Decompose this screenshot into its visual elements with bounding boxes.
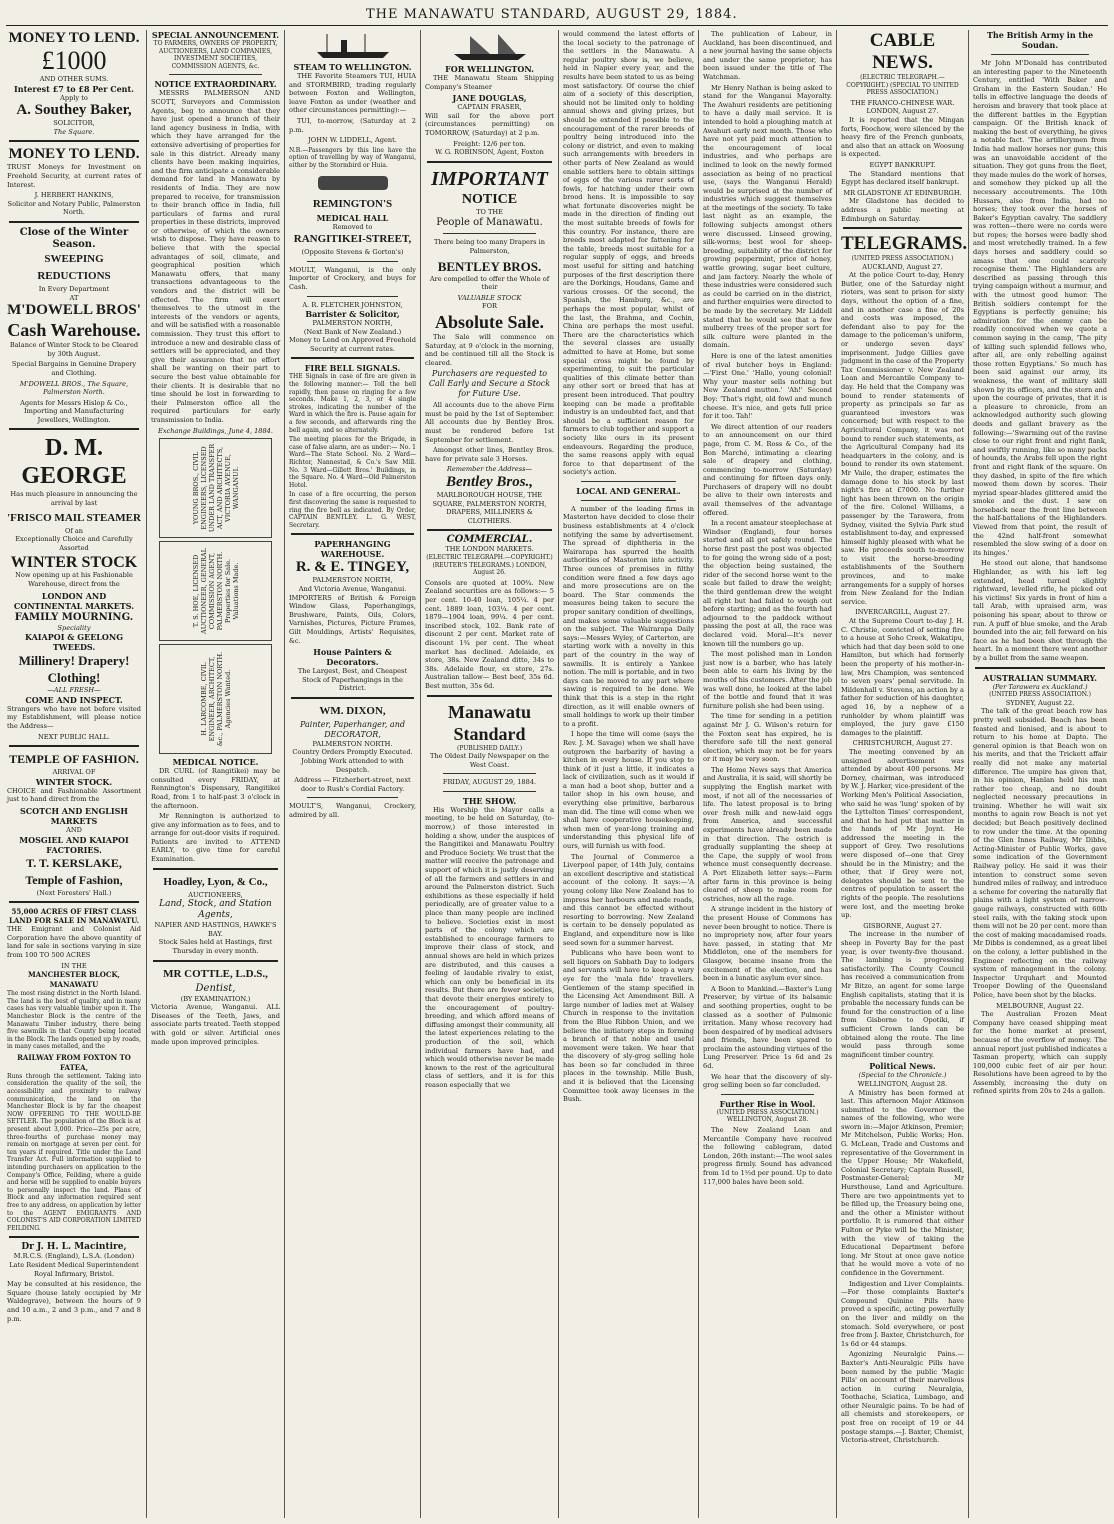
ad-heading: Cash Warehouse.	[7, 320, 141, 341]
ad-heading: 'FRISCO MAIL STEAMER	[7, 511, 141, 524]
dateline: AUCKLAND, August 27.	[862, 262, 943, 271]
ad-name: A. R. FLETCHER JOHNSTON,	[302, 300, 403, 309]
ad-text: Money to Lend on Approved Freehold Security at current rates.	[289, 336, 416, 353]
column-rule	[698, 30, 699, 1518]
ad-text: MARLBOROUGH HOUSE, THE SQUARE, PALMERSTON NORTH, DRAPERS, MILLINERS & CLOTHIERS.	[432, 491, 547, 525]
ad-text: Strangers who have not before visited my Establishment, will please notice the Address—	[7, 704, 141, 730]
ad-amount: £1000	[41, 46, 107, 75]
article-text: Indigestion and Liver Complaints.—For those complaints Baxter's Compound Quinine Pills have proved a specific, acting powerfully on the liver and mildly on the stomach. Sold everywhere, or post free from J. Baxter, Christchurch, for 1s 6d or 44 stamps.	[841, 1279, 965, 1348]
ad-text: THE Manawatu Steam Shipping Company's Steamer	[425, 74, 554, 91]
article-text: Publicans who have been wont to sell liquors on Sabbath Day to lodgers and servants will have to keep a wary eye for the 'mala fide' travellers. Gentlemen of the stamp specified in the Licensing Act Amendment Bill. A large number of ladies met at Walsey Church in response to the invitation from the Blue Ribbon Union, and we believe the initiatory steps in forming a branch of that noble and useful movement were taken. We hear that the discovery of sly-grog selling hole has been so far concluded in three places in the township. Mille Bush, and it is believed that the Licensing Committee took away licenses in the Bush.	[563, 949, 694, 1104]
ad-text: M.R.C.S. (England), L.S.A. (London)	[13, 1252, 135, 1261]
dateline: INVERCARGILL, August 27.	[855, 608, 950, 617]
dateline: WELLINGTON, August 28.	[857, 1079, 948, 1088]
column-5	[560, 30, 697, 1518]
ad-rate: Interest £7 to £8 Per Cent.	[14, 83, 134, 94]
ad-text: (PUBLISHED DAILY.)	[456, 744, 523, 752]
ad-text: PALMERSTON NORTH,	[312, 576, 393, 585]
ad-heading: SPECIAL ANNOUNCEMENT.	[151, 30, 280, 40]
ad-text: AUCTIONEERS,	[188, 890, 243, 899]
ad-text: Will sail for the above port (circumstances permitting) on TOMORROW, (Saturday) at 2 p.m.	[425, 111, 554, 137]
article-text: At the police Court to-day, Henry Butler, one of the Saturday night rioters, was sent to prison for sixty days, without the option of a fine, and in another case a fine of 20s and costs was imposed, the defendant also to pay for the damage to the policeman's uniform, or undergo seven days' imprisonment. Judge Gillies gave judgment in the case of the Property Tax Commissioner v. New Zealand Loan and Mercantile Company to-day. He held that the Company was bound to render statements of property as principals so far as guaranteed investors was concerned; but with respect to the Agricultural Company, it was not bound to render such statements, as the Agricultural Company had its headquarters in the colony, and is bound to render its own statement. Mr Vaile, the draper, estimates the damage done to his stock by last night's fire at £7000. No further light has been thrown on the origin of the fire. Colonel Williams, a passenger by the Tarawera, from Sydney, visited the Sylvia Park stud establishment to-day, and expressed himself highly pleased with what he saw. He proceeds south to-morrow to visit the horse-breeding establishments of the Southern provinces, and to make arrangements for a supply of horses from New Zealand for the Indian service.	[841, 271, 964, 606]
ad-heading: COME AND INSPECT.	[25, 694, 123, 705]
article-text: The Standard mentions that Egypt has declared itself bankrupt.	[841, 169, 964, 187]
ad-text: Country Orders Promptly Executed. Jobbing Work attended to with Despatch.	[292, 748, 413, 774]
ad-text: T. S. HOE, LICENSED AUCTIONEER, GENERAL COMMISSION AGENT, PALMERSTON NORTH. Properties for Sale. Valuations Made.	[191, 548, 240, 635]
article-text: The New Zealand Loan and Mercantile Company have received the following cablegram, dated London, 26th instant:—The wool sales progress firmly. Sound has advanced from 1d to 1½d per pound. Up to date 117,000 bales have been sold.	[703, 1126, 832, 1186]
ad-text: THE Emigrant and Colonist Aid Corporation have the above quantity of land for sale in sections varying in size from 100 TO 500 ACRES	[7, 925, 141, 959]
ad-heading: JANE DOUGLAS,	[452, 93, 527, 104]
ad-text: YOUNG BROS., CIVIL ENGINEERS, LICENSED UNDER LAND TRANSFER ACT, AND ARCHITECTS, VICTORIA AVENUE, WANGANUI.	[191, 443, 240, 533]
ad-heading: MR COTTLE, L.D.S.,	[163, 967, 268, 980]
ad-text: People of Manawatu.	[436, 217, 543, 229]
ad-text: SOLICITOR,	[53, 119, 95, 128]
ad-heading: Millinery! Drapery! Clothing!	[18, 653, 130, 686]
nameplate: Manawatu Standard	[447, 701, 531, 744]
ad-text: All accounts due to the above Firm must be paid by the 1st of September. All accounts due by Bentley Bros. must be rendered before 1st September for settlement.	[425, 401, 554, 444]
issue-date: FRIDAY, AUGUST 29, 1884.	[442, 778, 537, 787]
ad-text: Special Bargains in Genuine Drapery and Clothing.	[11, 360, 137, 377]
ad-text: TO THE	[476, 207, 503, 216]
ad-text: M'DOWELL BROS., The Square, Palmerston North.	[19, 379, 129, 397]
article-text: The time for sending in a petition against Mr J. G. Wilson's return for the Foxton seat has expired, he is therefore safe till the next general election, which may not be for years or it may be very soon.	[703, 712, 832, 764]
ad-heading: MOSGIEL AND KAIAPOI FACTORIES.	[19, 834, 129, 855]
ad-text: Runs through the settlement. Taking into consideration the quality of the soil, the accessibility and proximity to railway communication, the land on the Manchester Block is by far the cheapest NOW OFFERING TO THE WOULD-BE SETTLER. The population of the Block is at present about 3,000. Price—25s per acre, three-fourths of purchase money may remain on mortgage at seven per cent. for ten years if required. Title under the Land Transfer Act. Full information supplied to intending purchasers on application to the Company's Office, Feilding, where a guide and horse will be supplied to enable buyers to personally inspect the land. Plans of Block and any information required sent free to any address, on application by letter to the AGENT EMIGRANTS AND COLONIST'S AID CORPORATION LIMITED FEILDING.	[7, 1072, 141, 1232]
ad-heading: Bentley Bros.,	[445, 474, 534, 491]
ad-text: The Square.	[53, 127, 95, 136]
ad-text: (UNITED PRESS ASSOCIATION.) WELLINGTON, August 28.	[716, 1108, 819, 1124]
ad-heading: KAIAPOI & GEELONG TWEEDS.	[24, 632, 124, 653]
article-text: He stood out alone, that handsome Highlander, as with his left leg extended, head turned slightly rightward, levelled rifle, he picked out his victims! Six yards in front of him a tall Arab, with upraised arm, was poisoning his spear, about to throw or run. A puff of blue smoke, and the Arab bounded into the air, fell forward on his face as he had been shot through the heart. In a moment there went another by a bullet from the same weapon.	[973, 559, 1107, 662]
ad-text: Removed to	[332, 222, 373, 231]
article-text: The talk of the great beach row has pretty well subsided. Beach has been feasted and lionised, and is about to return to his home at Dapto. The general opinion is that Beach won on his merits, and that the Trickett affair really did not make any material difference. The umpire has given that, in his opinion, Hanlan held his man rather too cheap, and no doubt neglected necessary precautions in training. Whether he will wait six months to again row Beach is not yet decided; but Beach positively declined to row under the time. At the opening of the Glen Innes Railway, Mr Dibbs, Acting-Minister of Public Works, gave some indication of the Government Railway policy. He said it was their intention to construct some seven hundred miles of railway, and introduce a scheme for covering the naturally flat plains with a light system of narrow-gauge railways, constructed with 60lb steel rails, with the taking stock upon them will not be 20 per cent. more than the cost of making macadamised roads. Mr Dibbs is condemned, as a great libel on the colony, a letter published in the Engineer reflecting on the railway system of management in the colony. Inspector Urquhart and Mounted Trooper Dowling of the Queensland Police, have been shot by the blacks.	[973, 707, 1107, 999]
ad-text: (BY EXAMINATION.)	[180, 994, 251, 1003]
ad-text: PALMERSTON NORTH,	[312, 319, 393, 328]
ad-text: NAPIER AND HASTINGS, HAWKE'S BAY.	[154, 921, 277, 938]
ad-text: THE Signals in case of fire are given in the following manner:— Toll the bell rapidly, then pause on ringing for a few seconds. Make 1, 2, 3, or 4 single strokes, indicating the number of the Ward in which the fire is. Pause again for a few seconds, and afterwards ring the bell again, and so alternately.	[289, 373, 416, 434]
article-text: We hear that the discovery of sly-grog selling been so far concluded.	[703, 1072, 832, 1090]
ad-heading: Dr J. H. L. Macintire,	[21, 1242, 127, 1253]
section-heading: The British Army in the Soudan.	[986, 30, 1094, 50]
ad-text: In case of a fire occurring, the person first discovering the same is requested to ring the fire bell as indicated. By Order, CAPTAIN BENTLEY. L. G. WEST, Secretary.	[289, 491, 416, 529]
ad-text: Are compelled to offer the Whole of their	[429, 274, 550, 292]
ad-text: Freight: 12/6 per ton.	[453, 139, 526, 148]
ad-text: MOULT, Wanganui, is the only Importer of Crockery, and buys for Cash.	[289, 265, 416, 291]
ad-heading: 55,000 ACRES OF FIRST CLASS LAND FOR SALE IN MANAWATU.	[8, 907, 140, 926]
ad-text: Has much pleasure in announcing the arrival by last	[10, 490, 138, 508]
article-text: Here is one of the latest amenities of rival butcher boys in England:—'First One.' 'Hallo, young colonial! Why your master sells nothing but New Zealand mutton.' 'Ah!' Second Boy: 'That's right, old fowl and munch cheese. It's nice, and gets full price for it too. Tah!'	[703, 351, 832, 421]
ad-text: IN THE	[61, 961, 87, 970]
ad-heading: MEDICAL NOTICE.	[172, 757, 259, 768]
ad-heading: RAILWAY FROM FOXTON TO FATEA,	[17, 1052, 131, 1072]
ad-text: AND	[66, 825, 82, 834]
ad-heading: WM. DIXON,	[319, 704, 386, 717]
article-text: In a recent amateur steeplechase at Windsor (England), four horses started and all got safely round. The horse first past the post was objected to for going the wrong side of a post; the objection being sustained, the rider of the second horse went to the scale but failed to draw the weight; the third gentleman drew the weight all right but had failed to weigh out before starting; and as the fourth had adjourned to the paddock without passing the post at all, the race was declared void. Moral—It's never known till the numbers go up.	[703, 519, 832, 648]
article-text: Mr John M'Donald has contributed an interesting paper to the Nineteenth Century, entitled 'With Baker and Graham in the Eastern Soudan.' He tells in effective language the deeds of heroism and bravery that took place at the different battles in the Egyptian campaign. Of the British knack of making the best of everything, he gives a notable fact. 'The artillerymen from India had mallow horses nor guns; this was an unavoidable accident of the situation. They got guns from the fleet, they made mules do the work of horses, and somehow they picked up all the necessary accoutrements. The 10th Hussars, also from India, had no horses; they took over the horses of Baker's Egyptian cavalry. The saddlery was rotten—there were no cords were but ropes; the horses were badly shod and most wretchedly trained. In a few days horses and saddlery could so amass that one could scarcely recognise them.' The Highlanders are described as passing through this trying campaign without a murmur, and with the utmost good humor. The British soldiers contempt for the Egyptians is perfectly genuine; his admiration for the enemy can be readily conceived when we quote a common saying in the camp, 'The pity of killing such splendid fellows who, after all, are only rebelling against those rotten Egyptians.' So much has been said against our army, its weakness, the want of military skill shown by its officers, and the stern and upon the courage of privates, that it is a pleasure to chronicle, from an acknowledged authority such glowing deeds and gallant bravery as the following:—'Swarming out of the ravine close to our right front and right flank, and swiftly running, like so many packs of hounds, the Arabs fell upon the right front and right flank of the square. On they dashed, in spite of the fire which mowed them down by scores. Their myriad spear-blades glittered amid the smoke and the dust. I saw on horseback near the front line between the half-battalions of the Highlanders. Viewed from that point, the result of the 42nd half-front somewhat resembled the slow swing of a door on its hinges.'	[973, 59, 1107, 557]
article-text: A Boon to Mankind.—Baxter's Lung Preserver, by virtue of its balsamic and soothing properties, ought to be classed as a soother of Pulmonic irritation. Many whose recovery had been despaired of by medical advisers and friends, have been spared to proclaim the astounding virtues of the Lung Preserver. Price 1s 6d and 2s 6d.	[703, 984, 832, 1071]
column-rule	[146, 30, 147, 1518]
ad-text: There being too many Drapers in Palmerston,	[434, 238, 545, 255]
ad-text: The Largest, Best, and Cheapest Stock of Paperhangings in the District.	[297, 667, 408, 693]
column-rule	[836, 30, 837, 1518]
ad-name: A. Southey Baker,	[16, 102, 132, 119]
ad-text: Now opening up at his Fashionable Warehouse, direct from the	[15, 571, 133, 589]
ad-text: The meeting places for the Brigade, in case of false alarm, are as under:— No. 1 Ward—The State School. No. 2 Ward—Richter, Nannestad, & Co.'s Saw Mill. No. 3 Ward—Gillett Bros.' Buildings, in the Square. No. 4 Ward—Old Palmerston Hotel.	[289, 436, 416, 489]
ad-name: Temple of Fashion,	[25, 872, 123, 887]
ad-heading: STEAM TO WELLINGTON.	[293, 62, 412, 72]
section-heading: THE SHOW.	[462, 795, 517, 806]
ad-text: N.B.—Passengers by this line have the option of travelling by way of Wanganui, either by the Stormbird or Huia.	[289, 146, 416, 169]
ad-heading: SWEEPING REDUCTIONS	[37, 252, 111, 282]
article-text: The most polished man in London just now is a barber, who has lately been able to earn his living by the mouths of his customers. After the job was well done, he looked at the label of the bottle and found that it was furniture polish she had been using.	[703, 650, 832, 710]
ad-heading: SCOTCH AND ENGLISH MARKETS	[20, 805, 128, 826]
ad-text: Purchasers are requested to Call Early and Secure a Stock for Future Use.	[428, 369, 551, 399]
subheading: THE FRANCO-CHINESE WAR.	[850, 98, 955, 107]
vertical-ad-box	[159, 438, 272, 538]
article-text: The increase in the number of sheep in Poverty Bay for the past year, is over twenty-five thousand. The lambing is progressing satisfactorily. The County Council has received a communication from Mr Bitzo, an agent for some large English capitalists, stating that it is probable the necessary funds can be found for the construction of a line from Gisborne to Opotiki, if sufficient Crown lands can be obtained along the route. The line would pass through some magnificent timber country.	[841, 930, 964, 1059]
ad-text: (UNITED PRESS ASSOCIATION.)	[989, 691, 1091, 699]
ad-heading: House Painters & Decorators.	[313, 647, 392, 668]
ad-text: The Sale will commence on Saturday, at 9 o'clock in the morning, and be continued till all the Stock is cleared.	[425, 332, 554, 367]
ad-text: Remember the Address—	[446, 465, 533, 474]
section-heading: Political News.	[869, 1061, 936, 1072]
article-text: A number of the leading firms in Masterton have decided to close their business establishments at 4 o'clock notifying the same by advertisement. The spread of diphtheria in the Wairarapa has spurred the health authorities of Masterton into activity. Three ounces of premises in filthy condition were fined a few days ago and more prosecutions are on the board. The Star commends the measures being taken to secure the proper sanitary condition of dwellings, and makes some valuable suggestions on the subject. The Wairarapa Daily says:—Messrs Wyley, of Carterton, are starting work with a novelty in this part of the country in the way of sawmills. It is entirely a Yankee notion. The mill is portable, and in two days can be moved to any part where sawing is required to be done. We think that this is a step in the right direction, as it will enable owners of small holdings to work up their timber to a profit.	[563, 504, 694, 728]
ad-text: In Every Department	[38, 284, 110, 293]
ad-text: Mr Rennington is authorized to give any information as to fees, and to arrange for out-door visits if required. Patients are invited to ATTEND EARLY, to give time for careful Examination.	[151, 812, 280, 864]
ad-text: Apply to	[60, 93, 88, 102]
column-2	[148, 30, 283, 1518]
article-text: The publication of Labour, in Auckland, has been discontinued, and a new journal having the same objects and under the same proprietor, has been issued under the title of The Watchman.	[703, 30, 832, 81]
ad-text: AT	[69, 293, 79, 302]
article-text: A Ministry has been formed at last. This afternoon Major Atkinson submitted to the Governor the names of the following, who were sworn in:—Major Atkinson, Premier; Mr Mitchelson, Public Works; Hon. G. McLean, Trade and Customs and representative of the Government in the Upper House; Mr Wakefield, Colonial Secretary; Captain Russell, Postmaster-General; Mr Hursthouse, Land and Agriculture. There are two appointments yet to be filled up, the Treasury being one, and the other a Minister without portfolio. It is rumored that either Fulton or Pyke will be the Minister, with the view of taking the Educational Department before long. Mr Stout at once gave notice that he would move a vote of no confidence in the Government.	[841, 1088, 964, 1277]
ad-heading: IMPORTANT	[431, 167, 548, 190]
ad-heading: MONEY TO LEND.	[8, 30, 140, 46]
ad-heading: WINTER STOCK	[10, 554, 138, 572]
ad-text: (Per Tarawera ex Auckland.)	[992, 682, 1088, 691]
article-text: Consols are quoted at 100¾. New Zealand securities are as follows:— 5 per cent. 10-40 loan, 105¼. 4 per cent. 1889 loan, 103¼. 4 per cent. 1879—1904 loan, 99¼. 4 per cent. inscribed stock, 102. Bank rate of discount 2 per cent. Market rate of discount 1¾ per cent. The wheat market has declined. Adelaide, ex store, 38s. New Zealand ditto, 34s to 38s. Adelaide flour, ex store, 27s. Australian tallow— Best beef, 35s 6d. Best mutton, 35s 6d.	[425, 578, 554, 690]
article-text: would commend the latest efforts of the local society to the patronage of the settlers in the Manawatu. A regular poultry show is, we believe, held in Napier every year, and the results have been stated to us as being most satisfactory. Of course the chief aim of a society of this description, should not be limited only to holding annual shows and giving prizes, but should be extended if possible to the encouragement of the rarer breeds of poultry being introduced into the colony or district, and even to making such arrangements with breeders in other parts of New Zealand as would enable settlers here to obtain sittings of eggs of the various rarer sorts of fowls, for hatching under their own brood hens. It is impossible to say what fortunate discoveries might be made in the direction of finding out the most suitable breeds of fowls for this country. For instance, there are breeds most adapted for fattening for the table, breeds most suitable for a regular supply of eggs, and breeds most useful for sitting and hatching purposes of the first description there are the Dorkings, Houdans, Game and various crosses. Of the second, the Spanish, the Hamburg, &c., are perhaps the most popular, whilst of the last, the Brahma, and Cochin, China are perhaps the most useful. There are the characteristics which the several classes are usually admitted to have at Home, but some special cross might be found by experimenting, to suit the particular qualities of this climate better than any other sort or breed that has at present been introduced. That poultry keeping can be made a profitable industry is an undoubted fact, and that should be a sufficient reason for farmers to club together and support a society like ours in its present endeavours. Regarding the produce, the same reasons apply with equal force to that department of the society's action.	[563, 30, 694, 477]
ship-icon	[450, 32, 530, 62]
ad-text: JOHN W. LIDDELL, Agent.	[308, 136, 397, 145]
article-text: At the Supreme Court to-day J. H. C. Christie, convicted of setting fire to a house at Soho Creek, Wakatipu, which had that day been sold to one Hamilton, but which had formerly been the property of his mother-in-law, Mrs Champion, was sentenced to seven years' penal servitude. In Mildenhall v. Stevens, an action by a father for seduction of his daughter, aged 16, by a nephew of a runholder by whom plaintiff was employed, the jury gave £150 damages to the plaintiff.	[841, 617, 964, 737]
medicine-bottle-icon	[308, 172, 398, 194]
ad-text: DR CURL (of Rangitikei) may be consulted every FRIDAY, at Rennington's Dispensary, Rangitikei Road, from 1 to half-past 3 o'clock in the afternoon.	[151, 767, 280, 810]
ad-text: Victoria Avenue, Wanganui. ALL Diseases of the Teeth, Jaws, and associate parts treated. Teeth stopped with gold or silver. Artificial ones made upon improved principles.	[151, 1003, 280, 1046]
ad-text: The most rising district in the North Island. The land is the best of quality, and in many cases has very valuable timber upon it. The Manchester Block is the centre of the Manawatu Timber industry, there being five sawmills in that County being located in the Block. The lands opened up by roads, in many cases metalled, and the	[7, 990, 141, 1051]
ad-text: TRUST Moneys for Investment on Freehold Security, at current rates of Interest.	[7, 163, 141, 189]
column-rule	[968, 30, 969, 1518]
ad-text: (ELECTRIC TELEGRAPH.—COPYRIGHT.) (SPECIAL TO UNITED PRESS ASSOCIATION.)	[846, 74, 959, 97]
ad-heading: R. & E. TINGEY,	[295, 559, 410, 576]
ad-text: The Oldest Daily Newspaper on the West Coast.	[430, 752, 549, 769]
ad-text: IMPORTERS of British & Foreign Window Glass, Paperhangings, Brushware, Paints, Oils, Colors, Varnishes, Pictures, Picture Frames, Gilt Mouldings, Artists' Requisites, &c.	[289, 593, 416, 645]
ad-text: NEXT PUBLIC HALL.	[38, 732, 110, 741]
ad-text: AND OTHER SUMS.	[39, 75, 109, 83]
ad-text: Agents for Messrs Hislop & Co., Importing and Manufacturing Jewellers, Wellington.	[20, 398, 128, 424]
ad-heading: RANGITIKEI-STREET,	[293, 233, 412, 246]
ad-heading: NOTICE EXTRAORDINARY.	[154, 79, 277, 90]
ad-text: Exceptionally Choice and Carefully Assorted	[15, 535, 133, 552]
ad-text: (UNITED PRESS ASSOCIATION.)	[851, 255, 954, 263]
ad-text: ARRIVAL OF	[52, 768, 96, 777]
dateline: LONDON, August 27.	[866, 107, 939, 116]
article-text: I hope the time will come (says the Rev. J. M. Savage) when we shall have outgrown the barbarity of having a kitchen in every house. If you stop to think of it just a little, it indicates a lack of civilization, such as it would if a man had a boot shop, butter and a tailor shop in his own house, and everything else primitive, barbarous man did. The time will come when we shall have cooperative housekeeping, when men of year-long training and understanding this physical life of ours, will furnish us with food.	[563, 730, 694, 851]
ad-text: Amongst other lines, Bentley Bros. have for private sale 3 Horses.	[425, 446, 554, 463]
ad-heading: MEDICAL HALL	[316, 212, 389, 223]
ad-text: Balance of Winter Stock to be Cleared by 30th August.	[9, 341, 139, 358]
ad-heading: Close of the Winter Season.	[19, 226, 129, 250]
dateline: MELBOURNE, August 22.	[996, 1001, 1084, 1010]
ad-heading: TEMPLE OF FASHION.	[9, 752, 139, 767]
article-text: Mr Gladstone has decided to address a public meeting at Edinburgh on Saturday.	[841, 197, 964, 223]
ad-text: Dentist,	[195, 982, 236, 994]
ad-text: Of an	[64, 526, 84, 535]
article-text: The Australian Frozen Meat Company have ceased shipping meat for the home market at present, because of the overflow of money. The annual report just published indicates a Tasman property, which can supply 100,000 cubic feet of air per hour. Resolutions have been agreed to by the Assembly, increasing the duty on refined spirits from 20s to 24s a gallon.	[973, 1010, 1107, 1096]
ad-heading: FIRE BELL SIGNALS.	[304, 363, 401, 374]
ad-text: And Victoria Avenue, Wanganui.	[298, 584, 407, 593]
masthead	[6, 4, 1108, 26]
section-heading: LOCAL AND GENERAL.	[576, 485, 681, 496]
ad-text: Stock Sales held at Hastings, first Thursday in every month.	[158, 938, 273, 956]
ad-text: (Next Foresters' Hall.)	[36, 888, 112, 897]
ad-heading: MONEY TO LEND.	[8, 146, 140, 163]
ad-heading: Barrister & Solicitor,	[305, 309, 400, 320]
ad-text: (Special to the Chronicle.)	[858, 1071, 947, 1080]
ad-text: Painter, Paperhanger, and DECORATOR,	[300, 719, 405, 739]
ad-heading: LONDON AND CONTINENTAL MARKETS.	[13, 590, 135, 611]
ad-text: FOR	[482, 302, 497, 311]
ad-heading: D. M. GEORGE	[21, 435, 127, 490]
ad-text: Solicitor and Notary Public, Palmerston North.	[7, 199, 141, 217]
section-heading: AUSTRALIAN SUMMARY.	[983, 672, 1097, 683]
ad-heading: FAMILY MOURNING.	[14, 611, 134, 623]
section-heading: COMMERCIAL.	[446, 534, 533, 546]
subheading: MR GLADSTONE AT EDINBURGH.	[843, 188, 962, 197]
ad-text: THE Favorite Steamers TUI, HUIA and STORMBIRD, trading regularly between Foxton and Wellington, leave Foxton as under (weather and other circumstances permitting):—	[289, 72, 416, 115]
ad-text: THE LONDON MARKETS.	[445, 545, 534, 554]
ad-text: W. G. ROBINSON, Agent, Foxton	[435, 148, 544, 157]
section-heading: Further Rise in Wool.	[719, 1098, 816, 1109]
ad-text: Land, Stock, and Station Agents,	[159, 899, 272, 921]
column-rule	[558, 30, 559, 1518]
column-7	[838, 30, 967, 1518]
ad-text: —ALL FRESH—	[47, 686, 101, 695]
ad-text: (Next Bank of New Zealand.)	[303, 327, 402, 336]
ad-text: (ELECTRIC TELEGRAPH.—COPYRIGHT.) (REUTER'S TELEGRAMS.) LONDON, August 26.	[426, 554, 553, 577]
ad-text: Late Resident Medical Superintendent Royal Infirmary, Bristol.	[9, 1260, 139, 1278]
section-heading: TELEGRAMS.	[841, 233, 967, 255]
ad-text: Address — Fitzherbert-street, next door to Rush's Cordial Factory.	[294, 776, 411, 793]
section-heading: CABLE NEWS.	[869, 30, 936, 73]
column-4	[422, 30, 557, 1518]
ad-name: M'DOWELL BROS'	[7, 302, 141, 319]
ad-heading: MANCHESTER BLOCK, MANAWATU	[28, 970, 120, 990]
ad-text: CHOICE and Fashionable Assortment just to hand direct from the	[7, 786, 141, 804]
ad-heading: Hoadley, Lyon, & Co.,	[163, 875, 268, 888]
ad-text: TO FARMERS, OWNERS OF PROPERTY, AUCTIONEERS, LAND COMPANIES, INVESTMENT SOCIETIES, COMMISSION AGENTS, &c.	[153, 40, 278, 70]
article-text: Agonizing Neuralgic Pains.—Baxter's Anti-Neuralgic Pills have been named by the public 'Magic Pills' on account of their marvellous action in curing Neuralgia, Toothache, Sciatica, Lumbago, and other Neuralgic pains. To be had of all chemists and storekeepers, or post free on receipt of 19 or 44 postage stamps.—J. Baxter, Chemist, Victoria-street, Christchurch.	[841, 1350, 964, 1445]
column-8	[970, 30, 1110, 1518]
dateline: GISBORNE, August 27.	[863, 921, 942, 930]
article-text: We direct attention of our readers to an announcement on our third page, from C. M. Ross & Co., of the Bon Marché, intimating a clearing sale of drapery and clothing, commencing to-morrow (Saturday) and continuing for fifteen days only. Purchasers of drapery will no doubt be alive to their own interests and avail themselves of the advantage offered.	[703, 422, 832, 517]
article-text: A strange incident in the history of the present House of Commons has never been brought to notice. There is no impropriety now, after four years have passed, in stating that Mr Middleton, one of the members for Glasgow, became insane from the excitement of the election, and has been in a lunatic asylum ever since.	[703, 905, 832, 983]
ad-text: MESSRS PALMERSON AND SCOTT, Surveyors and Commission Agents, beg to announce that they have just opened a branch of their land agency business in India, with which they have arranged for the extensive advertising of properties for sale in this district. Already many clients have been making inquiries, and the firm anticipate a considerable demand for land in Manawatu by residents of India. They are now prepared to receive, for transmission to their branch office in India, full particulars of farms and rural properties in these districts, improved or otherwise, of which the owners wish to dispose. They have reason to believe that with the special advantages of soil, climate, and geographical position which Manawatu offers, that many transactions advantageous to the vendors and the district will be effected. The firm will exert themselves to the utmost in the interests of the vendors or agents, and will be satisfied with a reasonable commission. They trust this effort to introduce a new and desirable class of settlers will be appreciated, and they give their assurance that no effort shall be wanting on their part to secure the best value obtainable for their clients. It is desirable that no time should be lost in forwarding to their Palmerston office all the required particulars for early transmission to India.	[151, 89, 280, 424]
ad-heading: REMINGTON'S	[312, 197, 393, 210]
ad-text: (Opposite Stevens & Gorton's)	[301, 248, 404, 257]
ad-name: T. T. KERSLAKE,	[26, 855, 122, 870]
masthead-title: THE MANAWATU STANDARD, AUGUST 29, 1884.	[366, 7, 738, 22]
ad-heading: Absolute Sale.	[434, 311, 544, 332]
article-text: The Home News says that America and Australia, it is said, will shortly be supplying the English market with most, if not all of the necessaries of life. The latest proposal is to bring over fresh milk and new-laid eggs from America, and successful experiments have already been made in that direction. The ostrich is gradually supplanting the sheep at the Cape, the supply of wool from whence must consequently decrease. A Port Elizabeth letter says:—Farm after farm in this province is being cleared of sheep to make room for ostriches, now all the rage.	[703, 765, 832, 903]
ad-text: PALMERSTON NORTH.	[312, 739, 393, 748]
ad-heading: NOTICE	[461, 191, 518, 207]
ad-heading: WINTER STOCK.	[35, 776, 113, 787]
dateline: SYDNEY, August 22.	[1005, 698, 1075, 707]
ad-heading: FOR WELLINGTON.	[445, 64, 534, 74]
ad-text: Exchange Buildings, June 4, 1884.	[158, 426, 273, 435]
ad-text: CAPTAIN FRASER,	[457, 103, 522, 112]
ad-name: J. HERBERT HANKINS,	[34, 191, 114, 200]
ad-text: H. LARCOMBE, CIVIL ENGINEER, ARCHITECT, &c., PALMERSTON NORTH. Agencies Wanted.	[199, 651, 232, 747]
ad-heading: PAPERHANGING WAREHOUSE.	[314, 539, 391, 560]
column-1	[4, 30, 144, 1518]
vertical-ad-box	[159, 541, 272, 641]
ad-text: MOULT'S, Wanganui, Crockery, admired by all.	[289, 802, 416, 820]
article-text: The Journal of Commerce a Liverpool paper, of 14th July, contains an excellent descriptive and statistical account of the colony. It says:—'A young colony like New Zealand has to impress her harbours and made roads, and this cannot be effected without resorting to borrowing. New Zealand is certain to be densely populated as England, and expenditure now is like seed sown for a summer harvest.	[563, 852, 694, 947]
article-text: The meeting convened by an unsigned advertisement was attended by about 400 persons. Mr Dorney, chairman, was introduced by W. J. Harker, vice-president of the Working Men's Political Association, who said he was 'lung' spoken of by the Lyttelton Times' correspondent, and that he had put that matter in the hands of Mr Joynt. He addressed the meeting in the support of Grey. Two resolutions were disposed of—one that Grey should be in the Ministry; and the other, that if Grey were not, delegates should be sent to the centres of population to assert the rights of the people. The resolutions were lost, and the meeting broke up.	[841, 747, 964, 920]
subheading: EGYPT BANKRUPT.	[869, 160, 936, 169]
article-text: It is reported that the Mingan forts, Foochow, were silenced by the heavy fire of the French gunboats, and also that an attack on Woosung is expected.	[841, 115, 964, 159]
ad-text: May be consulted at his residence, the Square (house lately occupied by Mr Waldegrave), between the hours of 9 and 10 a.m., 2 and 3 p.m., and 7 and 8 p.m.	[7, 1280, 141, 1323]
article-text: Mr Henry Nathan is being asked to stand for the Wanganui Mayoralty. The Awahuri residents are petitioning to have a daily mail service. It is intended to hold a ploughing match at Awahuri early next month. Those who have not yet paid much attention to the encouragement of local industries, and who perhaps are inclined to look on the newly formed association as being of no practical use, (says the Wanganui Herald) would be surprised at the number of industries which suggest themselves at the meetings of the society. To take last night as an example, the following subjects amongst others were discussed. Linseed growing, silk-worms; best wool for sheep-breeding, suitability of the district for growing peppermint, price of honey, wattle growing, sugar beet culture, and jam factory. Nearly the whole of these industries were considered such as could be carried on in the district, and further enquiries were directed to be made by the secretary. Mr Liddell stated that he would see that a few mulberry trees of the proper sort for silk culture were planted in the domain.	[703, 83, 833, 350]
article-text: His Worship the Mayor calls a meeting, to be held on Saturday, (to-morrow,) of those interested in holding a show, under the auspices of the Rangitikei and Manawatu Poultry and Produce Society. We trust that the matter will receive the patronage and support of which it is justly deserving of all the farmers and settlers in and around the Palmerston district. Such exhibitions as these especially if held periodically, are of greater value to a place than many people are inclined to believe. Societies exist in most parts of the colony which are established to encourage farmers to improve their class of stock, and annual shows are held in which prizes are distributed, and this causes a feeling of laudable rivalry to exist, which can only be beneficial in its results. But there are fewer societies, that devote their energies entirely to the encouragement of poultry-breeding, and which afford means of diffusing amongst their community, all the latest experiences relating to the production of the soil, which individual farmers have had, and which would otherwise never be made known to the rest of the agricultural class of settlers, and it is for this reason especially that we	[425, 805, 554, 1089]
ad-heading: BENTLEY BROS.	[437, 258, 542, 274]
column-rule	[420, 30, 421, 1518]
dateline: CHRISTCHURCH, August 27.	[852, 739, 953, 748]
vertical-ad-box	[159, 644, 272, 754]
ad-text: Speciality	[57, 623, 91, 632]
ad-text: TUI, to-morrow, (Saturday at 2 p.m.	[289, 116, 416, 134]
steamer-icon	[313, 32, 393, 60]
column-3	[286, 30, 419, 1518]
ad-text: VALUABLE STOCK	[457, 293, 522, 302]
column-6	[700, 30, 835, 1518]
column-rule	[284, 30, 285, 1518]
